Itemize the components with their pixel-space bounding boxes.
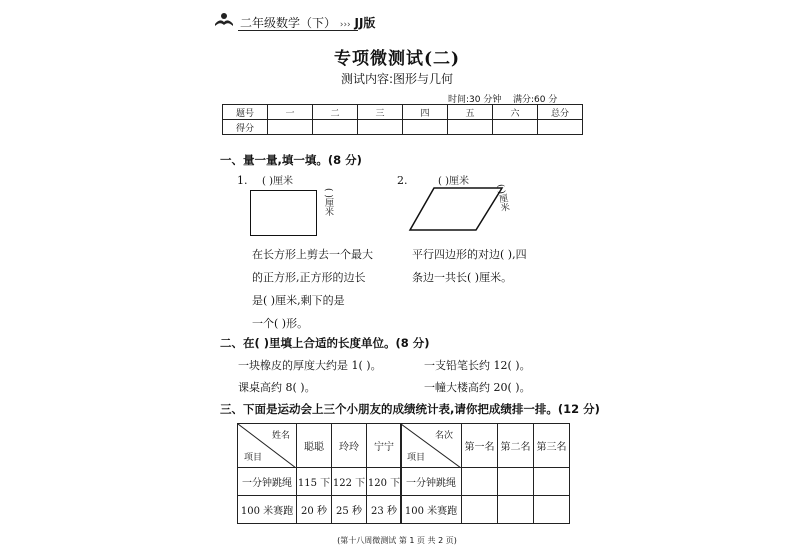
page-title: 专项微测试(二) xyxy=(333,49,461,69)
score-cell: 总分 xyxy=(538,105,583,120)
results-cell: 23 秒 xyxy=(367,496,402,524)
ranking-header-cell: 第一名 xyxy=(462,424,498,468)
score-cell: 得分 xyxy=(223,120,268,135)
results-row-label: 100 米赛跑 xyxy=(238,496,297,524)
q1-line-2: 的正方形,正方形的边长 xyxy=(252,271,366,284)
score-table xyxy=(222,104,583,135)
q2-number: 2. xyxy=(397,174,408,187)
ranking-answer-cell[interactable] xyxy=(534,496,570,524)
q2-line-1: 平行四边形的对边( ),四 xyxy=(412,248,527,261)
score-cell: 五 xyxy=(448,105,493,120)
ranking-answer-cell[interactable] xyxy=(498,496,534,524)
section1-heading: 一、量一量,填一填。(8 分) xyxy=(220,153,362,167)
results-cell: 122 下 xyxy=(332,468,367,496)
section2-item-4: 一幢大楼高约 20( )。 xyxy=(424,381,531,394)
section2-heading: 二、在( )里填上合适的长度单位。(8 分) xyxy=(220,336,430,350)
results-row-label: 一分钟跳绳 xyxy=(238,468,297,496)
q1-line-4: 一个( )形。 xyxy=(252,317,309,330)
ranking-row-label: 100 米赛跑 xyxy=(401,496,462,524)
header-underline xyxy=(238,30,358,31)
results-header-cell: 玲玲 xyxy=(332,424,367,468)
q2-top-label: ( )厘米 xyxy=(438,176,469,187)
ranking-table-corner xyxy=(401,424,462,468)
q1-line-1: 在长方形上剪去一个最大 xyxy=(252,248,373,261)
score-cell: 题号 xyxy=(223,105,268,120)
score-input-cell[interactable] xyxy=(493,120,538,135)
ranking-answer-cell[interactable] xyxy=(462,468,498,496)
corner-bottom-label: 项目 xyxy=(244,453,263,463)
q1-side-label: ( )厘米 xyxy=(323,188,333,216)
page-footer: (第十八周微测试 第 1 页 共 2 页) xyxy=(337,536,457,545)
score-table-row-header xyxy=(223,105,583,120)
results-cell: 25 秒 xyxy=(332,496,367,524)
score-cell: 二 xyxy=(313,105,358,120)
ranking-answer-cell[interactable] xyxy=(462,496,498,524)
q2-side-label: ( )厘米 xyxy=(494,183,510,213)
q1-number: 1. xyxy=(237,174,248,187)
score-table-row-score xyxy=(223,120,583,135)
score-input-cell[interactable] xyxy=(403,120,448,135)
section3-heading: 三、下面是运动会上三个小朋友的成绩统计表,请你把成绩排一排。(12 分) xyxy=(220,402,600,416)
table-row xyxy=(238,496,402,524)
header-arrows: ››› xyxy=(339,20,351,30)
corner-top-label: 名次 xyxy=(434,431,453,441)
ranking-table xyxy=(400,423,570,524)
ranking-header-cell: 第三名 xyxy=(534,424,570,468)
ranking-header-cell: 第二名 xyxy=(498,424,534,468)
parallelogram-shape xyxy=(408,186,504,232)
page-subtitle: 测试内容:图形与几何 xyxy=(340,72,454,86)
table-row xyxy=(238,468,402,496)
results-table-corner xyxy=(238,424,297,468)
rectangle-shape xyxy=(250,190,317,236)
results-cell: 20 秒 xyxy=(297,496,332,524)
score-input-cell[interactable] xyxy=(358,120,403,135)
table-row xyxy=(401,468,570,496)
ranking-answer-cell[interactable] xyxy=(498,468,534,496)
time-limit: 时间:30 分钟 xyxy=(448,95,502,105)
score-input-cell[interactable] xyxy=(313,120,358,135)
corner-bottom-label: 项目 xyxy=(407,453,426,463)
section2-item-1: 一块橡皮的厚度大约是 1( )。 xyxy=(238,359,382,372)
score-cell: 六 xyxy=(493,105,538,120)
score-input-cell[interactable] xyxy=(538,120,583,135)
q2-line-2: 条边一共长( )厘米。 xyxy=(412,271,513,284)
results-table xyxy=(237,423,402,524)
score-cell: 三 xyxy=(358,105,403,120)
corner-top-label: 姓名 xyxy=(271,431,290,441)
results-cell: 115 下 xyxy=(297,468,332,496)
header-grade: 二年级数学（下） ››› JJ版 xyxy=(240,16,376,30)
q1-line-3: 是( )厘米,剩下的是 xyxy=(252,294,345,307)
score-cell: 一 xyxy=(268,105,313,120)
score-input-cell[interactable] xyxy=(268,120,313,135)
score-cell: 四 xyxy=(403,105,448,120)
ranking-answer-cell[interactable] xyxy=(534,468,570,496)
full-score: 满分:60 分 xyxy=(513,95,558,105)
section2-item-2: 一支铅笔长约 12( )。 xyxy=(424,359,531,372)
section2-item-3: 课桌高约 8( )。 xyxy=(238,381,316,394)
ranking-row-label: 一分钟跳绳 xyxy=(401,468,462,496)
results-header-cell: 宁宁 xyxy=(367,424,402,468)
book-logo-icon xyxy=(214,12,234,28)
q1-top-label: ( )厘米 xyxy=(262,176,293,187)
header-edition: JJ版 xyxy=(354,16,376,30)
score-input-cell[interactable] xyxy=(448,120,493,135)
table-row xyxy=(401,496,570,524)
results-cell: 120 下 xyxy=(367,468,402,496)
results-header-cell: 聪聪 xyxy=(297,424,332,468)
